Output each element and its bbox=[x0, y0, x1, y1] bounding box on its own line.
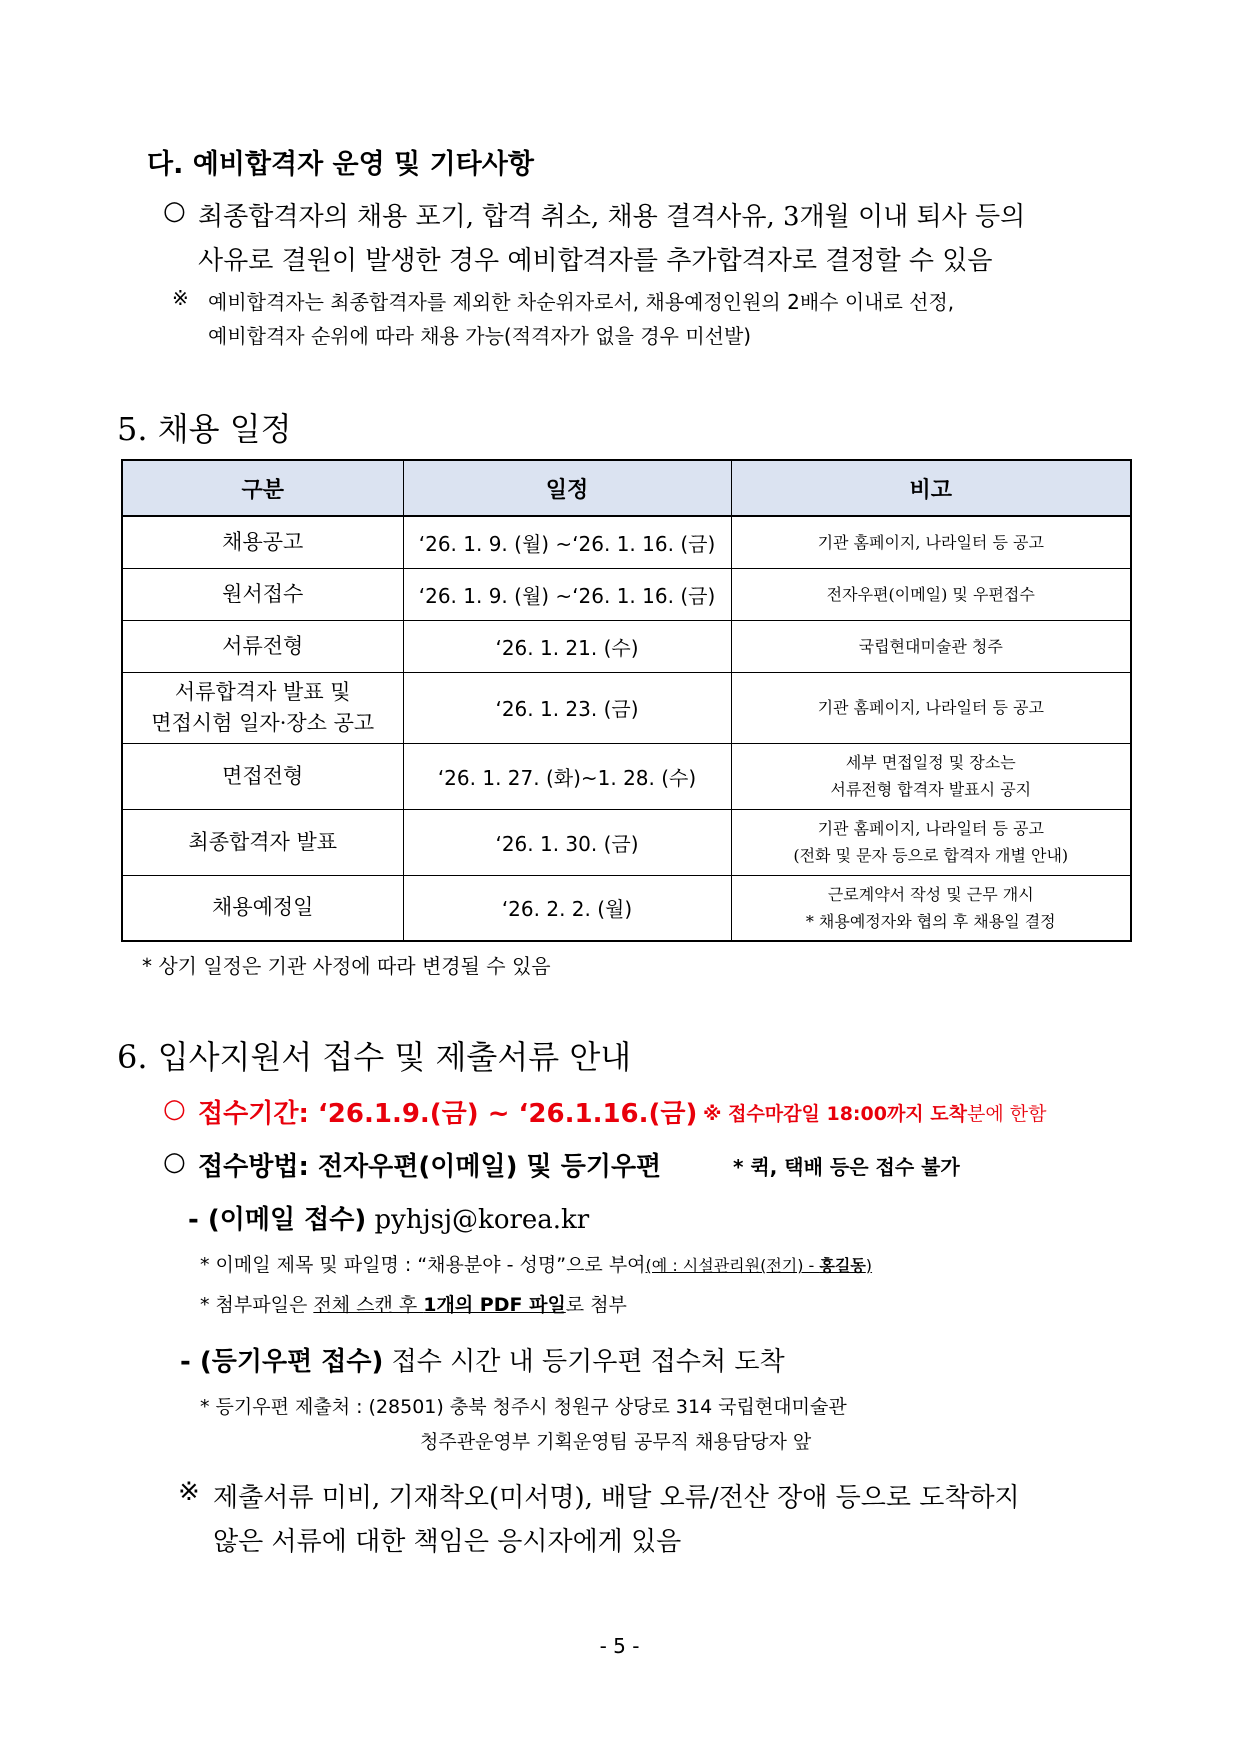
post-text: 접수 시간 내 등기우편 접수처 도착 bbox=[391, 1347, 785, 1377]
header-category: 구분 bbox=[122, 460, 403, 516]
email-note-1: * 이메일 제목 및 파일명 : “채용분야 - 성명”으로 부여 bbox=[200, 1254, 646, 1276]
email-note-2-scan: 전체 스캔 후 bbox=[313, 1294, 424, 1316]
section-6-title: 6. 입사지원서 접수 및 제출서류 안내 bbox=[117, 1038, 632, 1076]
date-cell: ‘26. 1. 21. (수) bbox=[403, 620, 731, 672]
email-address: pyhjsj@korea.kr bbox=[374, 1205, 590, 1235]
date-cell: ‘26. 1. 9. (월) ~‘26. 1. 16. (금) bbox=[403, 568, 731, 620]
date-cell: ‘26. 1. 23. (금) bbox=[403, 672, 731, 743]
page-number: - 5 - bbox=[599, 1634, 640, 1658]
category-cell: 서류전형 bbox=[122, 620, 403, 672]
category-cell: 면접전형 bbox=[122, 743, 403, 809]
post-note-1: * 등기우편 제출처 : (28501) 충북 청주시 청원구 상당로 314 국립현대미술관 bbox=[200, 1396, 847, 1418]
reserve-note-2: 예비합격자 순위에 따라 채용 가능(적격자가 없을 경우 미선발) bbox=[208, 324, 752, 348]
remarks-cell: 세부 면접일정 및 장소는 서류전형 합격자 발표시 공지 bbox=[731, 743, 1131, 809]
sub-heading: 다. 예비합격자 운영 및 기타사항 bbox=[147, 149, 534, 180]
method-bullet: ○ bbox=[163, 1147, 186, 1177]
reserve-line-2: 사유로 결원이 발생한 경우 예비합격자를 추가합격자로 결정할 수 있음 bbox=[198, 246, 993, 276]
reserve-line-1: 최종합격자의 채용 포기, 합격 취소, 채용 결격사유, 3개월 이내 퇴사 등의 bbox=[198, 202, 1026, 232]
period-deadline-note-suffix: 분에 한함 bbox=[966, 1103, 1047, 1125]
category-cell: 서류합격자 발표 및 면접시험 일자·장소 공고 bbox=[122, 672, 403, 743]
schedule-footnote: * 상기 일정은 기관 사정에 따라 변경될 수 있음 bbox=[142, 954, 551, 978]
bullet: ○ bbox=[163, 196, 186, 226]
category-cell: 채용공고 bbox=[122, 516, 403, 568]
category-cell: 원서접수 bbox=[122, 568, 403, 620]
header-remarks: 비고 bbox=[731, 460, 1131, 516]
table-row bbox=[122, 809, 1131, 875]
table-row bbox=[122, 672, 1131, 743]
period-deadline-note: ※ 접수마감일 18:00까지 도착 bbox=[703, 1103, 967, 1125]
category-cell: 채용예정일 bbox=[122, 875, 403, 941]
email-note-2-suffix: 로 첨부 bbox=[565, 1294, 627, 1316]
remarks-cell: 근로계약서 작성 및 근무 개시 * 채용예정자와 협의 후 채용일 결정 bbox=[731, 875, 1131, 941]
warning-mark: ※ bbox=[178, 1477, 200, 1507]
table-row bbox=[122, 620, 1131, 672]
date-cell: ‘26. 1. 9. (월) ~‘26. 1. 16. (금) bbox=[403, 516, 731, 568]
table-row bbox=[122, 743, 1131, 809]
table-row bbox=[122, 875, 1131, 941]
table-header-row bbox=[122, 460, 1131, 516]
remarks-cell: 전자우편(이메일) 및 우편접수 bbox=[731, 568, 1131, 620]
remarks-cell: 국립현대미술관 청주 bbox=[731, 620, 1131, 672]
table-row bbox=[122, 516, 1131, 568]
note-mark: ※ bbox=[172, 286, 189, 310]
reserve-note-1: 예비합격자는 최종합격자를 제외한 차순위자로서, 채용예정인원의 2배수 이내로 선정, bbox=[208, 290, 955, 314]
table-row bbox=[122, 568, 1131, 620]
warning-line-1: 제출서류 미비, 기재착오(미서명), 배달 오류/전산 장애 등으로 도착하지 bbox=[213, 1483, 1020, 1513]
section-5-title: 5. 채용 일정 bbox=[117, 410, 292, 448]
email-note-2-pdf: 1개의 PDF 파일 bbox=[423, 1294, 566, 1316]
post-note-2: 청주관운영부 기획운영팀 공무직 채용담당자 앞 bbox=[420, 1431, 812, 1453]
email-note-2: * 첨부파일은 bbox=[200, 1294, 314, 1316]
method-note: * 퀵, 택배 등은 접수 불가 bbox=[733, 1155, 960, 1179]
remarks-cell: 기관 홈페이지, 나라일터 등 공고 (전화 및 문자 등으로 합격자 개별 안내) bbox=[731, 809, 1131, 875]
header-schedule: 일정 bbox=[403, 460, 731, 516]
application-method: 접수방법: 전자우편(이메일) 및 등기우편 bbox=[198, 1152, 662, 1182]
application-period: 접수기간: ‘26.1.9.(금) ~ ‘26.1.16.(금) bbox=[198, 1099, 698, 1129]
date-cell: ‘26. 2. 2. (월) bbox=[403, 875, 731, 941]
email-label: - (이메일 접수) bbox=[188, 1205, 367, 1235]
schedule-table bbox=[121, 459, 1132, 942]
remarks-cell: 기관 홈페이지, 나라일터 등 공고 bbox=[731, 672, 1131, 743]
category-cell: 최종합격자 발표 bbox=[122, 809, 403, 875]
period-bullet: ○ bbox=[163, 1094, 186, 1124]
date-cell: ‘26. 1. 30. (금) bbox=[403, 809, 731, 875]
warning-line-2: 않은 서류에 대한 책임은 응시자에게 있음 bbox=[213, 1527, 682, 1557]
date-cell: ‘26. 1. 27. (화)~1. 28. (수) bbox=[403, 743, 731, 809]
email-note-example: (예 : 시설관리원(전기) - 홍길동) bbox=[645, 1256, 873, 1275]
post-label: - (등기우편 접수) bbox=[180, 1347, 384, 1377]
remarks-cell: 기관 홈페이지, 나라일터 등 공고 bbox=[731, 516, 1131, 568]
